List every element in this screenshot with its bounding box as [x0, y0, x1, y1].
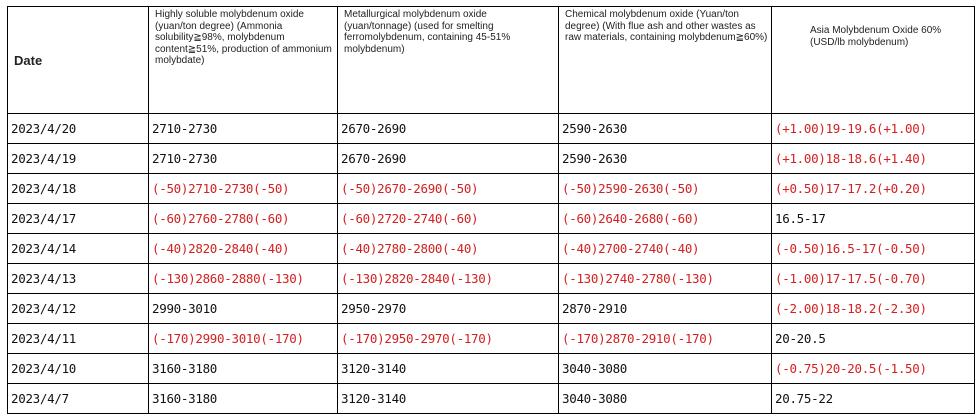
cell-asia: (-1.00)17-17.5(-0.70) [772, 264, 975, 294]
cell-date: 2023/4/20 [8, 114, 149, 144]
cell-date: 2023/4/10 [8, 354, 149, 384]
cell-metallurgical: 2950-2970 [338, 294, 559, 324]
cell-asia: (+0.50)17-17.2(+0.20) [772, 174, 975, 204]
cell-chemical: 3040-3080 [559, 354, 772, 384]
table-row [8, 354, 975, 384]
cell-chemical: (-170)2870-2910(-170) [559, 324, 772, 354]
cell-asia: 20-20.5 [772, 324, 975, 354]
cell-high-soluble: (-130)2860-2880(-130) [149, 264, 338, 294]
cell-asia: 20.75-22 [772, 384, 975, 414]
cell-high-soluble: (-40)2820-2840(-40) [149, 234, 338, 264]
cell-asia: (+1.00)18-18.6(+1.40) [772, 144, 975, 174]
cell-metallurgical: 3120-3140 [338, 384, 559, 414]
cell-high-soluble: 2990-3010 [149, 294, 338, 324]
table-row [8, 324, 975, 354]
cell-date: 2023/4/19 [8, 144, 149, 174]
cell-metallurgical: (-170)2950-2970(-170) [338, 324, 559, 354]
cell-high-soluble: 3160-3180 [149, 384, 338, 414]
cell-chemical: 3040-3080 [559, 384, 772, 414]
table-row [8, 384, 975, 414]
cell-metallurgical: 2670-2690 [338, 144, 559, 174]
table-body [8, 114, 975, 414]
cell-chemical: 2870-2910 [559, 294, 772, 324]
header-high-soluble: Highly soluble molybdenum oxide (yuan/ton degree) (Ammonia solubility≧98%, molybdenum content≧51%, production of ammonium molybdate) [149, 7, 338, 114]
cell-chemical: (-50)2590-2630(-50) [559, 174, 772, 204]
cell-metallurgical: 3120-3140 [338, 354, 559, 384]
cell-chemical: (-60)2640-2680(-60) [559, 204, 772, 234]
cell-chemical: 2590-2630 [559, 114, 772, 144]
cell-high-soluble: 2710-2730 [149, 144, 338, 174]
cell-date: 2023/4/11 [8, 324, 149, 354]
header-asia: Asia Molybdenum Oxide 60% (USD/lb molybdenum) [772, 7, 975, 114]
header-row [8, 7, 975, 114]
table-row [8, 204, 975, 234]
header-metallurgical: Metallurgical molybdenum oxide (yuan/tonnage) (used for smelting ferromolybdenum, containing 45-51% molybdenum) [338, 7, 559, 114]
cell-date: 2023/4/14 [8, 234, 149, 264]
cell-asia: (-2.00)18-18.2(-2.30) [772, 294, 975, 324]
cell-chemical: (-130)2740-2780(-130) [559, 264, 772, 294]
cell-asia: (-0.75)20-20.5(-1.50) [772, 354, 975, 384]
cell-chemical: (-40)2700-2740(-40) [559, 234, 772, 264]
cell-metallurgical: 2670-2690 [338, 114, 559, 144]
table-row [8, 234, 975, 264]
table-row [8, 114, 975, 144]
cell-chemical: 2590-2630 [559, 144, 772, 174]
cell-metallurgical: (-40)2780-2800(-40) [338, 234, 559, 264]
cell-high-soluble: (-50)2710-2730(-50) [149, 174, 338, 204]
cell-asia: 16.5-17 [772, 204, 975, 234]
cell-date: 2023/4/12 [8, 294, 149, 324]
molybdenum-price-table [7, 6, 975, 414]
cell-metallurgical: (-50)2670-2690(-50) [338, 174, 559, 204]
header-chemical: Chemical molybdenum oxide (Yuan/ton degree) (With flue ash and other wastes as raw materials, containing molybdenum≧60%) [559, 7, 772, 114]
table-row [8, 144, 975, 174]
cell-date: 2023/4/13 [8, 264, 149, 294]
table-row [8, 174, 975, 204]
cell-date: 2023/4/7 [8, 384, 149, 414]
cell-high-soluble: 3160-3180 [149, 354, 338, 384]
table-row [8, 264, 975, 294]
table-row [8, 294, 975, 324]
table-header [8, 7, 975, 114]
cell-date: 2023/4/18 [8, 174, 149, 204]
cell-metallurgical: (-130)2820-2840(-130) [338, 264, 559, 294]
header-date: Date [8, 7, 149, 114]
cell-asia: (-0.50)16.5-17(-0.50) [772, 234, 975, 264]
cell-metallurgical: (-60)2720-2740(-60) [338, 204, 559, 234]
cell-date: 2023/4/17 [8, 204, 149, 234]
cell-asia: (+1.00)19-19.6(+1.00) [772, 114, 975, 144]
cell-high-soluble: (-170)2990-3010(-170) [149, 324, 338, 354]
cell-high-soluble: 2710-2730 [149, 114, 338, 144]
cell-high-soluble: (-60)2760-2780(-60) [149, 204, 338, 234]
